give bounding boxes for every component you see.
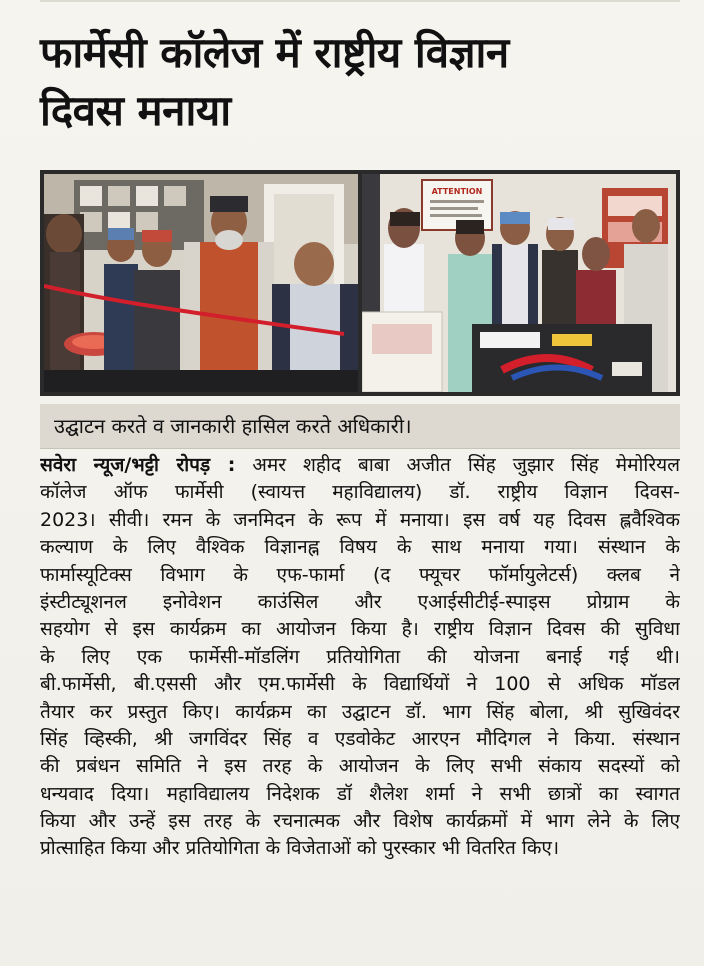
article-line-6: इंस्टीट्यूशनल इनोवेशन काउंसिल और एआईसीटीई-स्पाइस प्रोग्राम के (40, 590, 680, 613)
attention-board-text: ATTENTION (431, 187, 483, 196)
headline-line-2: दिवस मनाया (40, 86, 231, 135)
headline (40, 24, 680, 140)
photo-caption-text: उद्घाटन करते व जानकारी हासिल करते अधिकारी। (54, 414, 412, 438)
article-line-8: के लिए एक फार्मेसी-मॉडलिंग प्रतियोगिता की योजना बनाई गई थी। (40, 645, 680, 668)
photo-ribbon-cutting-illustration (44, 174, 358, 392)
article-line-13: धन्यवाद दिया। महाविद्यालय निदेशक डॉ शैलेश शर्मा ने सभी छात्रों का स्वागत (40, 782, 680, 805)
article-line-4: कल्याण के लिए वैश्विक विज्ञानह्न विषय के साथ मनाया गया। संस्थान के (40, 536, 680, 559)
article-line-14: किया और उन्हें इस तरह के रचनात्मक और विशेष कार्यक्रमों में भाग लेने के लिए (40, 810, 680, 833)
article-line-1-text: अमर शहीद बाबा अजीत सिंह जुझार सिंह मेमोरियल (252, 454, 680, 476)
article-line-1 (40, 452, 680, 479)
photo-caption (40, 404, 680, 449)
article-line-10: तैयार कर प्रस्तुत किए। कार्यक्रम का उद्घाटन डॉ. भाग सिंह बोला, श्री सुखिवंदर (40, 700, 680, 723)
photo-exhibition (362, 174, 676, 392)
article-body (40, 452, 680, 863)
dateline: सवेरा न्यूज/भट्टी रोपड़ : (40, 454, 236, 476)
photo-frame (40, 170, 680, 396)
photo-ribbon-cutting (44, 174, 358, 392)
article-line-11: सिंह व्हिस्की, श्री जगविंदर सिंह व एडवोकेट आरएन मौदिगल ने किया. संस्थान (40, 727, 680, 750)
article-line-9: बी.फार्मेसी, बी.एससी और एम.फार्मेसी के विद्यार्थियों ने 100 से अधिक मॉडल (40, 673, 680, 696)
article-line-5: फार्मास्यूटिक्स विभाग के एफ-फार्मा (द फ्यूचर फॉर्मायुलेटर्स) क्लब ने (40, 563, 680, 586)
article-line-3: 2023। सीवी। रमन के जनमिदन के रूप में मनाया। इस वर्ष यह दिवस ह्लवैश्विक (40, 508, 680, 531)
headline-line-1: फार्मेसी कॉलेज में राष्ट्रीय विज्ञान (40, 28, 509, 77)
article-line-12: की प्रबंधन समिति ने इस तरह के आयोजन के लिए सभी संकाय सदस्यों को (40, 755, 680, 778)
article-line-2: कॉलेज ऑफ फार्मेसी (स्वायत्त महाविद्यालय) डॉ. राष्ट्रीय विज्ञान दिवस- (40, 481, 680, 504)
photo-exhibition-illustration (362, 174, 676, 392)
article-line-7: सहयोग से इस कार्यक्रम का आयोजन किया है। राष्ट्रीय विज्ञान दिवस की सुविधा (40, 618, 680, 641)
top-border (40, 0, 680, 12)
article-line-15: प्रोत्साहित किया और प्रतियोगिता के विजेताओं को पुरस्कार भी वितरित किए। (40, 837, 560, 860)
